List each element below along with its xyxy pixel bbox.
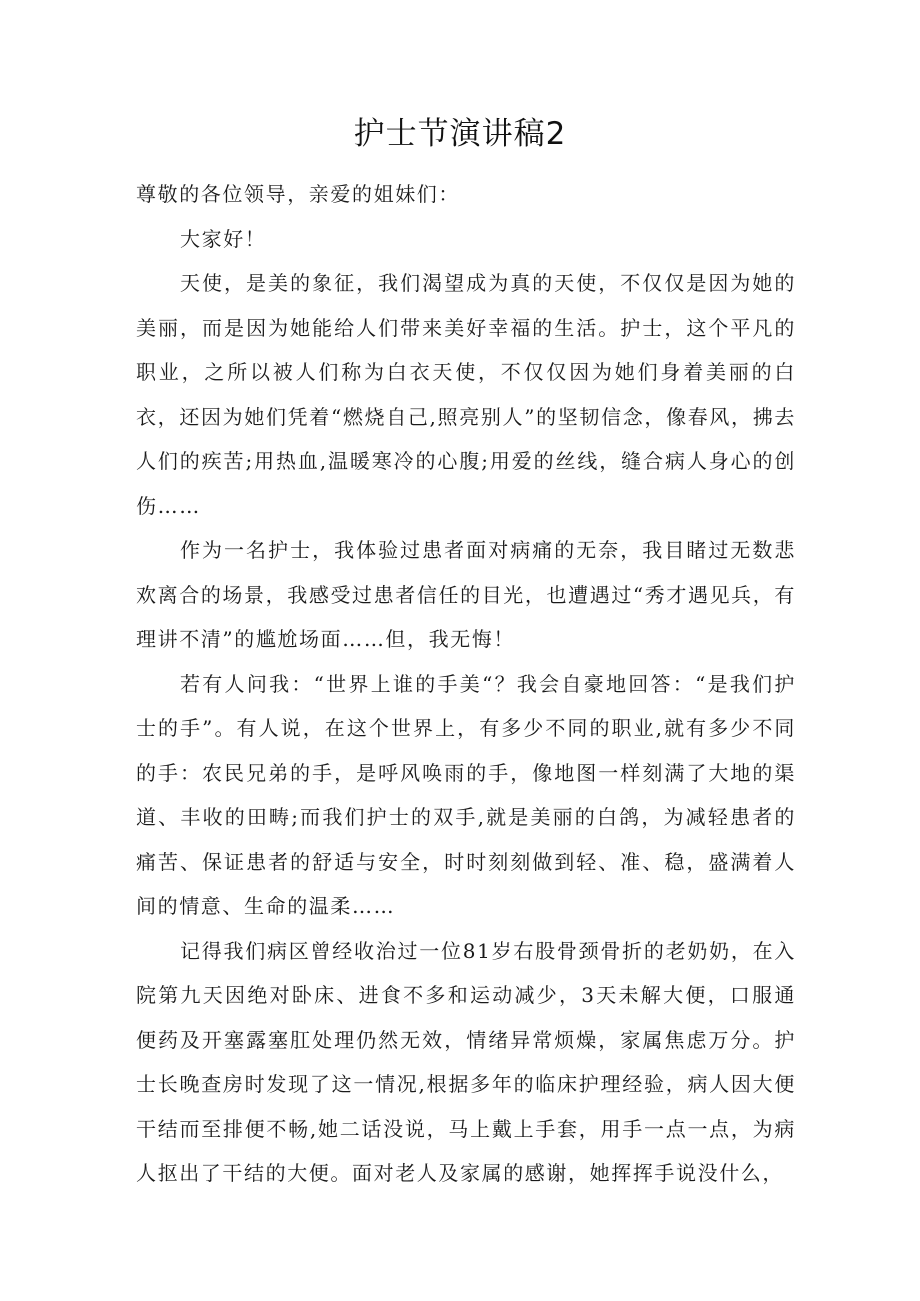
paragraph-angel: 天使，是美的象征，我们渴望成为真的天使，不仅仅是因为她的美丽，而是因为她能给人们带来美好幸福的生活。护士，这个平凡的职业，之所以被人们称为白衣天使，不仅仅因为她们身着美丽的白衣，还因为她们凭着“燃烧自己,照亮别人”的坚韧信念，像春风，拂去人们的疾苦;用热血,温暖寒冷的心腹;用爱的丝线，缝合病人身心的创伤…… [136,271,796,518]
document-body [136,172,796,1196]
paragraph-story: 记得我们病区曾经收治过一位81岁右股骨颈骨折的老奶奶，在入院第九天因绝对卧床、进食不多和运动减少，3天未解大便，口服通便药及开塞露塞肛处理仍然无效，情绪异常烦燥，家属焦虑万分。护士长晚查房时发现了这一情况,根据多年的临床护理经验，病人因大便干结而至排便不畅,她二话没说，马上戴上手套，用手一点一点，为病人抠出了干结的大便。面对老人及家属的感谢，她挥挥手说没什么， [136,938,796,1185]
paragraph-hands: 若有人问我：“世界上谁的手美“？我会自豪地回答：“是我们护士的手”。有人说，在这个世界上，有多少不同的职业,就有多少不同的手：农民兄弟的手，是呼风唤雨的手，像地图一样刻满了大地的渠道、丰收的田畴;而我们护士的双手,就是美丽的白鸽，为减轻患者的痛苦、保证患者的舒适与安全，时时刻刻做到轻、准、稳，盛满着人间的情意、生命的温柔…… [136,671,796,918]
greeting: 大家好！ [180,226,267,251]
document-title: 护士节演讲稿2 [353,116,567,152]
salutation: 尊敬的各位领导，亲爱的姐妹们： [136,182,460,206]
paragraph-experience: 作为一名护士，我体验过患者面对病痛的无奈，我目睹过无数悲欢离合的场景，我感受过患者信任的目光，也遭遇过“秀才遇见兵，有理讲不清”的尴尬场面……但，我无悔！ [136,538,796,651]
